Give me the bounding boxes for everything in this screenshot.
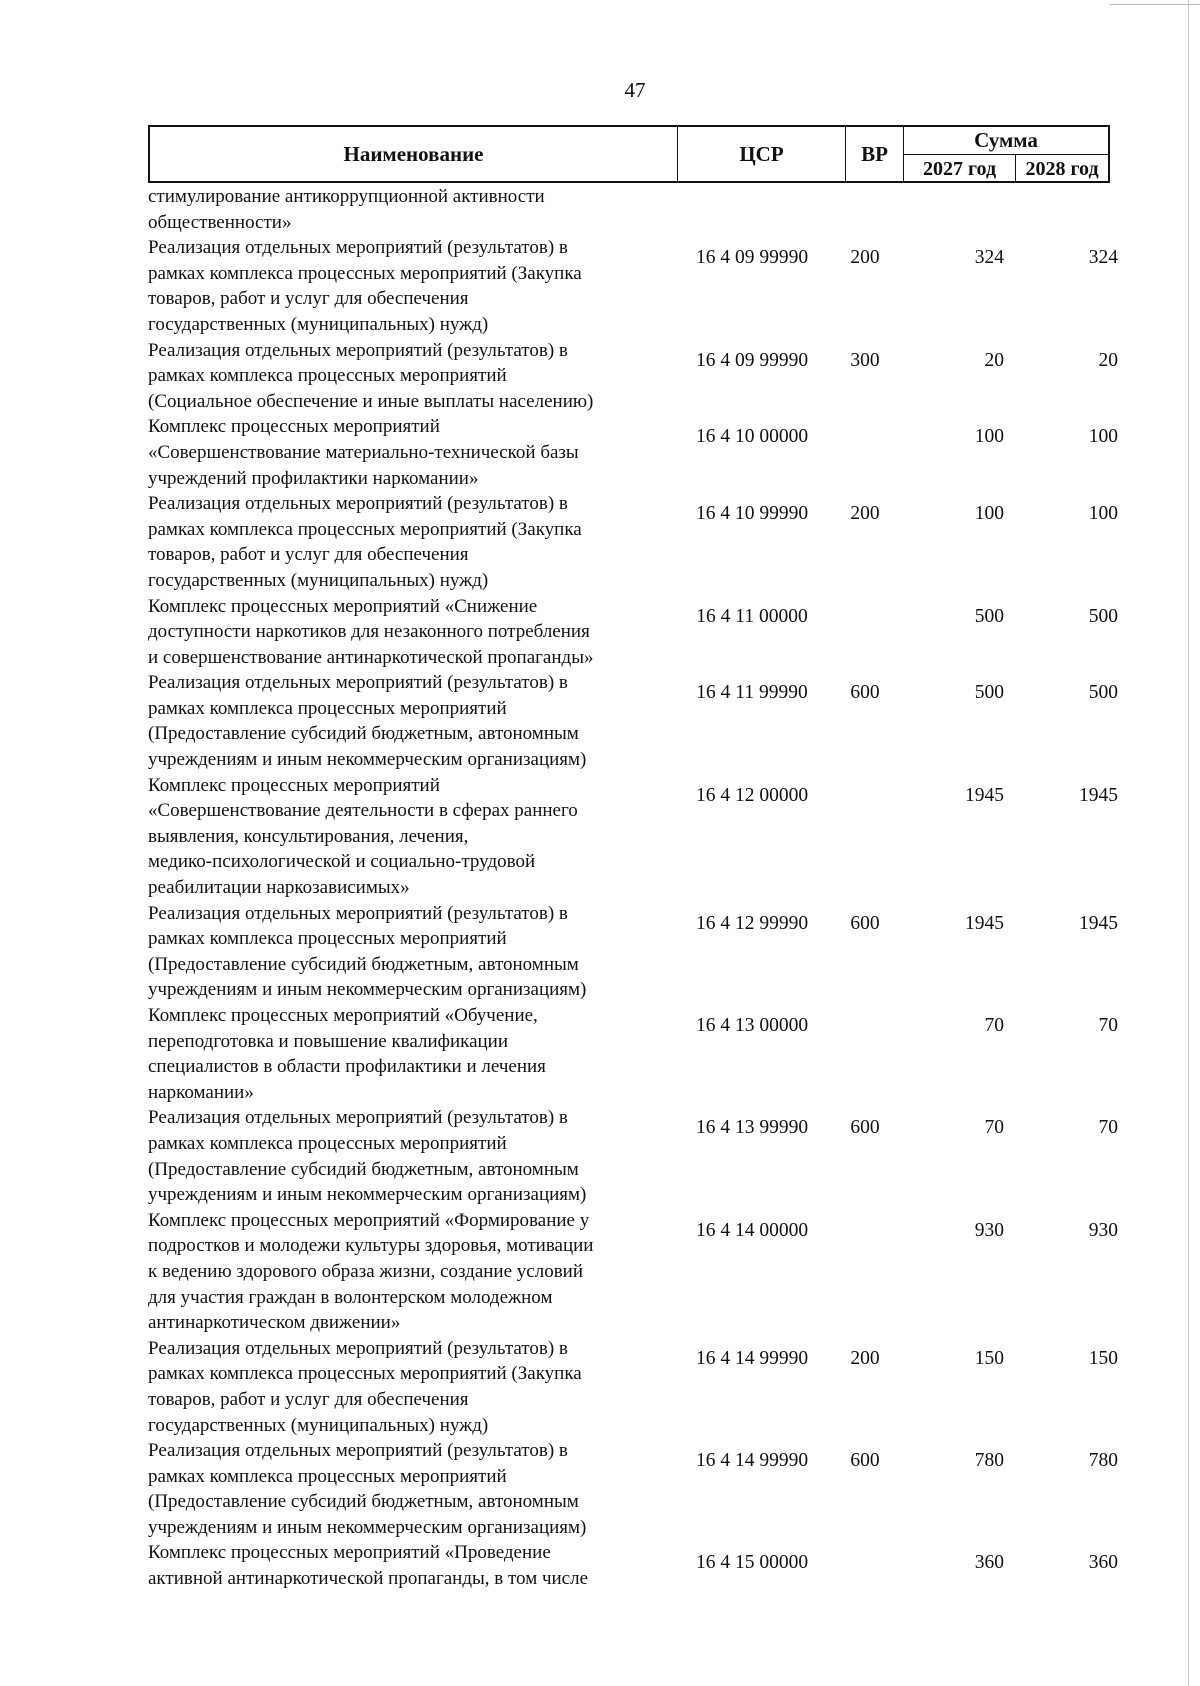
row-name-line: наркомании» bbox=[148, 1081, 254, 1103]
row-sum-2028: 70 bbox=[1098, 1015, 1118, 1036]
row-name-line: выявления, консультирования, лечения, bbox=[148, 825, 469, 847]
row-sum-2027: 70 bbox=[984, 1117, 1004, 1139]
row-csr bbox=[668, 184, 836, 194]
row-name bbox=[148, 1208, 668, 1336]
table-row bbox=[148, 414, 1118, 491]
row-name-line: (Предоставление субсидий бюджетным, автономным bbox=[148, 723, 579, 745]
row-sum-2027: 100 bbox=[974, 503, 1004, 525]
row-csr: 16 4 12 99990 bbox=[695, 912, 809, 934]
row-vr: 200 bbox=[850, 247, 880, 269]
row-vr: 300 bbox=[850, 349, 880, 371]
row-name-line: государственных (муниципальных) нужд) bbox=[148, 1414, 489, 1436]
row-name bbox=[148, 235, 668, 337]
row-name bbox=[148, 594, 668, 671]
table-row bbox=[148, 901, 1118, 1003]
row-name-line: активной антинаркотической пропаганды, в том числе bbox=[148, 1568, 589, 1590]
table-body bbox=[148, 184, 1118, 1592]
row-sum-2027: 150 bbox=[974, 1347, 1004, 1369]
row-vr: 600 bbox=[850, 1450, 880, 1472]
row-sum-2027 bbox=[894, 184, 1006, 194]
row-name-line: рамках комплекса процессных мероприятий (Закупка bbox=[148, 262, 582, 284]
row-name-line: государственных (муниципальных) нужд) bbox=[148, 313, 489, 335]
table-row bbox=[148, 1003, 1118, 1105]
row-name bbox=[148, 1540, 668, 1591]
row-sum-2028: 100 bbox=[1088, 426, 1118, 448]
row-name-line: Реализация отдельных мероприятий (результатов) в bbox=[148, 902, 568, 924]
row-name-line: Комплекс процессных мероприятий «Проведение bbox=[148, 1542, 551, 1564]
row-csr: 16 4 13 99990 bbox=[695, 1117, 809, 1139]
row-name-line: рамках комплекса процессных мероприятий bbox=[148, 697, 507, 719]
table-row bbox=[148, 1208, 1118, 1336]
row-name-line: антинаркотическом движении» bbox=[148, 1312, 401, 1334]
row-csr: 16 4 14 99990 bbox=[695, 1450, 809, 1472]
row-sum-2028: 324 bbox=[1088, 247, 1118, 269]
row-vr bbox=[836, 1003, 894, 1013]
row-sum-2028: 1945 bbox=[1079, 784, 1118, 806]
row-name-line: Комплекс процессных мероприятий bbox=[148, 416, 440, 438]
row-vr: 200 bbox=[850, 1347, 880, 1369]
row-name-line: Реализация отдельных мероприятий (результатов) в bbox=[148, 1337, 568, 1359]
row-csr: 16 4 15 00000 bbox=[695, 1552, 809, 1574]
row-name-line: медико-психологической и социально-трудовой bbox=[148, 851, 536, 873]
row-name-line: товаров, работ и услуг для обеспечения bbox=[148, 1388, 469, 1410]
row-name-line: для участия граждан в волонтерском молодежном bbox=[148, 1286, 553, 1308]
row-sum-2027: 500 bbox=[974, 605, 1004, 627]
row-sum-2028: 500 bbox=[1088, 605, 1118, 627]
scan-edge-line-top bbox=[1110, 4, 1200, 5]
row-name-line: (Предоставление субсидий бюджетным, автономным bbox=[148, 1491, 579, 1513]
row-name-line: специалистов в области профилактики и лечения bbox=[148, 1056, 546, 1078]
table-row bbox=[148, 1336, 1118, 1438]
row-vr bbox=[836, 414, 894, 424]
row-sum-2028: 70 bbox=[1098, 1117, 1118, 1139]
row-sum-2028 bbox=[1006, 184, 1118, 194]
scan-edge-line bbox=[1188, 0, 1189, 1686]
row-name bbox=[148, 414, 668, 491]
row-csr: 16 4 12 00000 bbox=[695, 784, 809, 806]
table-row bbox=[148, 1438, 1118, 1540]
row-name-line: рамках комплекса процессных мероприятий (Закупка bbox=[148, 518, 582, 540]
row-name bbox=[148, 1003, 668, 1105]
row-name-line: (Социальное обеспечение и иные выплаты населению) bbox=[148, 390, 594, 412]
row-sum-2028: 930 bbox=[1088, 1219, 1118, 1241]
row-name bbox=[148, 184, 668, 235]
row-sum-2027: 70 bbox=[984, 1015, 1004, 1036]
row-sum-2027: 324 bbox=[974, 247, 1004, 269]
table-row bbox=[148, 1540, 1118, 1591]
row-sum-2027: 100 bbox=[974, 426, 1004, 448]
row-name-line: переподготовка и повышение квалификации bbox=[148, 1030, 509, 1052]
row-vr bbox=[836, 1208, 894, 1218]
row-vr: 600 bbox=[850, 1117, 880, 1139]
row-csr: 16 4 13 00000 bbox=[695, 1015, 809, 1036]
row-name-line: учреждениям и иным некоммерческим организациям) bbox=[148, 749, 587, 771]
header-year-2028: 2028 год bbox=[1025, 157, 1099, 180]
row-csr: 16 4 14 00000 bbox=[695, 1219, 809, 1241]
row-name bbox=[148, 773, 668, 901]
row-name-line: Реализация отдельных мероприятий (результатов) в bbox=[148, 1440, 568, 1462]
row-name-line: товаров, работ и услуг для обеспечения bbox=[148, 288, 469, 310]
row-sum-2027: 930 bbox=[974, 1219, 1004, 1241]
header-vr: ВР bbox=[846, 127, 904, 181]
row-name-line: рамках комплекса процессных мероприятий bbox=[148, 1465, 507, 1487]
table-row bbox=[148, 235, 1118, 337]
row-name-line: товаров, работ и услуг для обеспечения bbox=[148, 544, 469, 566]
row-name-line: рамках комплекса процессных мероприятий bbox=[148, 928, 507, 950]
row-name bbox=[148, 1105, 668, 1207]
row-name-line: реабилитации наркозависимых» bbox=[148, 877, 410, 899]
row-sum-2028: 20 bbox=[1098, 349, 1118, 371]
row-vr bbox=[836, 184, 894, 194]
table-header bbox=[148, 125, 1110, 183]
row-sum-2028: 100 bbox=[1088, 503, 1118, 525]
table-row bbox=[148, 670, 1118, 772]
row-sum-2027: 780 bbox=[974, 1450, 1004, 1472]
row-csr: 16 4 10 00000 bbox=[695, 426, 809, 448]
row-name-line: Реализация отдельных мероприятий (результатов) в bbox=[148, 672, 568, 694]
row-name-line: к ведению здорового образа жизни, создание условий bbox=[148, 1260, 584, 1282]
row-name-line: учреждениям и иным некоммерческим организациям) bbox=[148, 979, 587, 1001]
table-row bbox=[148, 491, 1118, 593]
table-row bbox=[148, 594, 1118, 671]
row-name-line: Реализация отдельных мероприятий (результатов) в bbox=[148, 237, 568, 259]
row-name-line: Комплекс процессных мероприятий bbox=[148, 774, 440, 796]
row-name-line: общественности» bbox=[148, 211, 292, 233]
header-sum: Сумма bbox=[904, 127, 1108, 155]
row-vr: 200 bbox=[850, 503, 880, 525]
header-year-2027: 2027 год bbox=[904, 155, 1016, 183]
table-row bbox=[148, 184, 1118, 235]
row-name-line: (Предоставление субсидий бюджетным, автономным bbox=[148, 1158, 579, 1180]
row-csr: 16 4 14 99990 bbox=[695, 1347, 809, 1369]
row-name-line: «Совершенствование деятельности в сферах раннего bbox=[148, 800, 578, 822]
row-vr bbox=[836, 1540, 894, 1550]
row-name-line: рамках комплекса процессных мероприятий (Закупка bbox=[148, 1363, 582, 1385]
row-name-line: учреждений профилактики наркомании» bbox=[148, 467, 479, 489]
row-vr: 600 bbox=[850, 682, 880, 704]
row-csr: 16 4 11 99990 bbox=[696, 682, 808, 704]
row-name-line: Реализация отдельных мероприятий (результатов) в bbox=[148, 1107, 568, 1129]
row-sum-2027: 360 bbox=[974, 1552, 1004, 1574]
row-name-line: государственных (муниципальных) нужд) bbox=[148, 569, 489, 591]
row-csr: 16 4 10 99990 bbox=[695, 503, 809, 525]
row-name-line: Комплекс процессных мероприятий «Формирование у bbox=[148, 1209, 590, 1231]
row-name-line: стимулирование антикоррупционной активности bbox=[148, 186, 545, 207]
table-row bbox=[148, 1105, 1118, 1207]
row-sum-2028: 780 bbox=[1088, 1450, 1118, 1472]
row-name bbox=[148, 1336, 668, 1438]
row-name-line: учреждениям и иным некоммерческим организациям) bbox=[148, 1516, 587, 1538]
row-csr: 16 4 09 99990 bbox=[695, 247, 809, 269]
row-name-line: (Предоставление субсидий бюджетным, автономным bbox=[148, 953, 579, 975]
row-name-line: Реализация отдельных мероприятий (результатов) в bbox=[148, 493, 568, 515]
row-sum-2028: 360 bbox=[1088, 1552, 1118, 1574]
row-sum-2027: 20 bbox=[984, 349, 1004, 371]
row-name bbox=[148, 1438, 668, 1540]
row-csr: 16 4 09 99990 bbox=[695, 349, 809, 371]
row-name bbox=[148, 901, 668, 1003]
row-name bbox=[148, 670, 668, 772]
row-sum-2028: 150 bbox=[1088, 1347, 1118, 1369]
table-row bbox=[148, 338, 1118, 415]
row-name-line: учреждениям и иным некоммерческим организациям) bbox=[148, 1184, 587, 1206]
row-name-line: рамках комплекса процессных мероприятий bbox=[148, 365, 507, 387]
row-name-line: «Совершенствование материально-технической базы bbox=[148, 441, 579, 463]
row-name bbox=[148, 338, 668, 415]
row-sum-2027: 500 bbox=[974, 682, 1004, 704]
row-vr: 600 bbox=[850, 912, 880, 934]
row-name-line: Комплекс процессных мероприятий «Снижение bbox=[148, 595, 538, 617]
row-csr: 16 4 11 00000 bbox=[696, 605, 808, 627]
row-name-line: Комплекс процессных мероприятий «Обучение, bbox=[148, 1005, 538, 1026]
row-sum-2028: 500 bbox=[1088, 682, 1118, 704]
row-name-line: Реализация отдельных мероприятий (результатов) в bbox=[148, 339, 568, 361]
header-name: Наименование bbox=[150, 127, 678, 181]
row-name bbox=[148, 491, 668, 593]
row-vr bbox=[836, 773, 894, 783]
row-vr bbox=[836, 594, 894, 604]
header-csr: ЦСР bbox=[678, 127, 846, 181]
row-name-line: доступности наркотиков для незаконного потребления bbox=[148, 621, 590, 643]
page-number: 47 bbox=[624, 78, 646, 102]
row-sum-2028: 1945 bbox=[1079, 912, 1118, 934]
row-name-line: рамках комплекса процессных мероприятий bbox=[148, 1132, 507, 1154]
table-row bbox=[148, 773, 1118, 901]
row-sum-2027: 1945 bbox=[965, 784, 1004, 806]
row-name-line: подростков и молодежи культуры здоровья, мотивации bbox=[148, 1235, 594, 1257]
row-sum-2027: 1945 bbox=[965, 912, 1004, 934]
row-name-line: и совершенствование антинаркотической пропаганды» bbox=[148, 646, 594, 668]
